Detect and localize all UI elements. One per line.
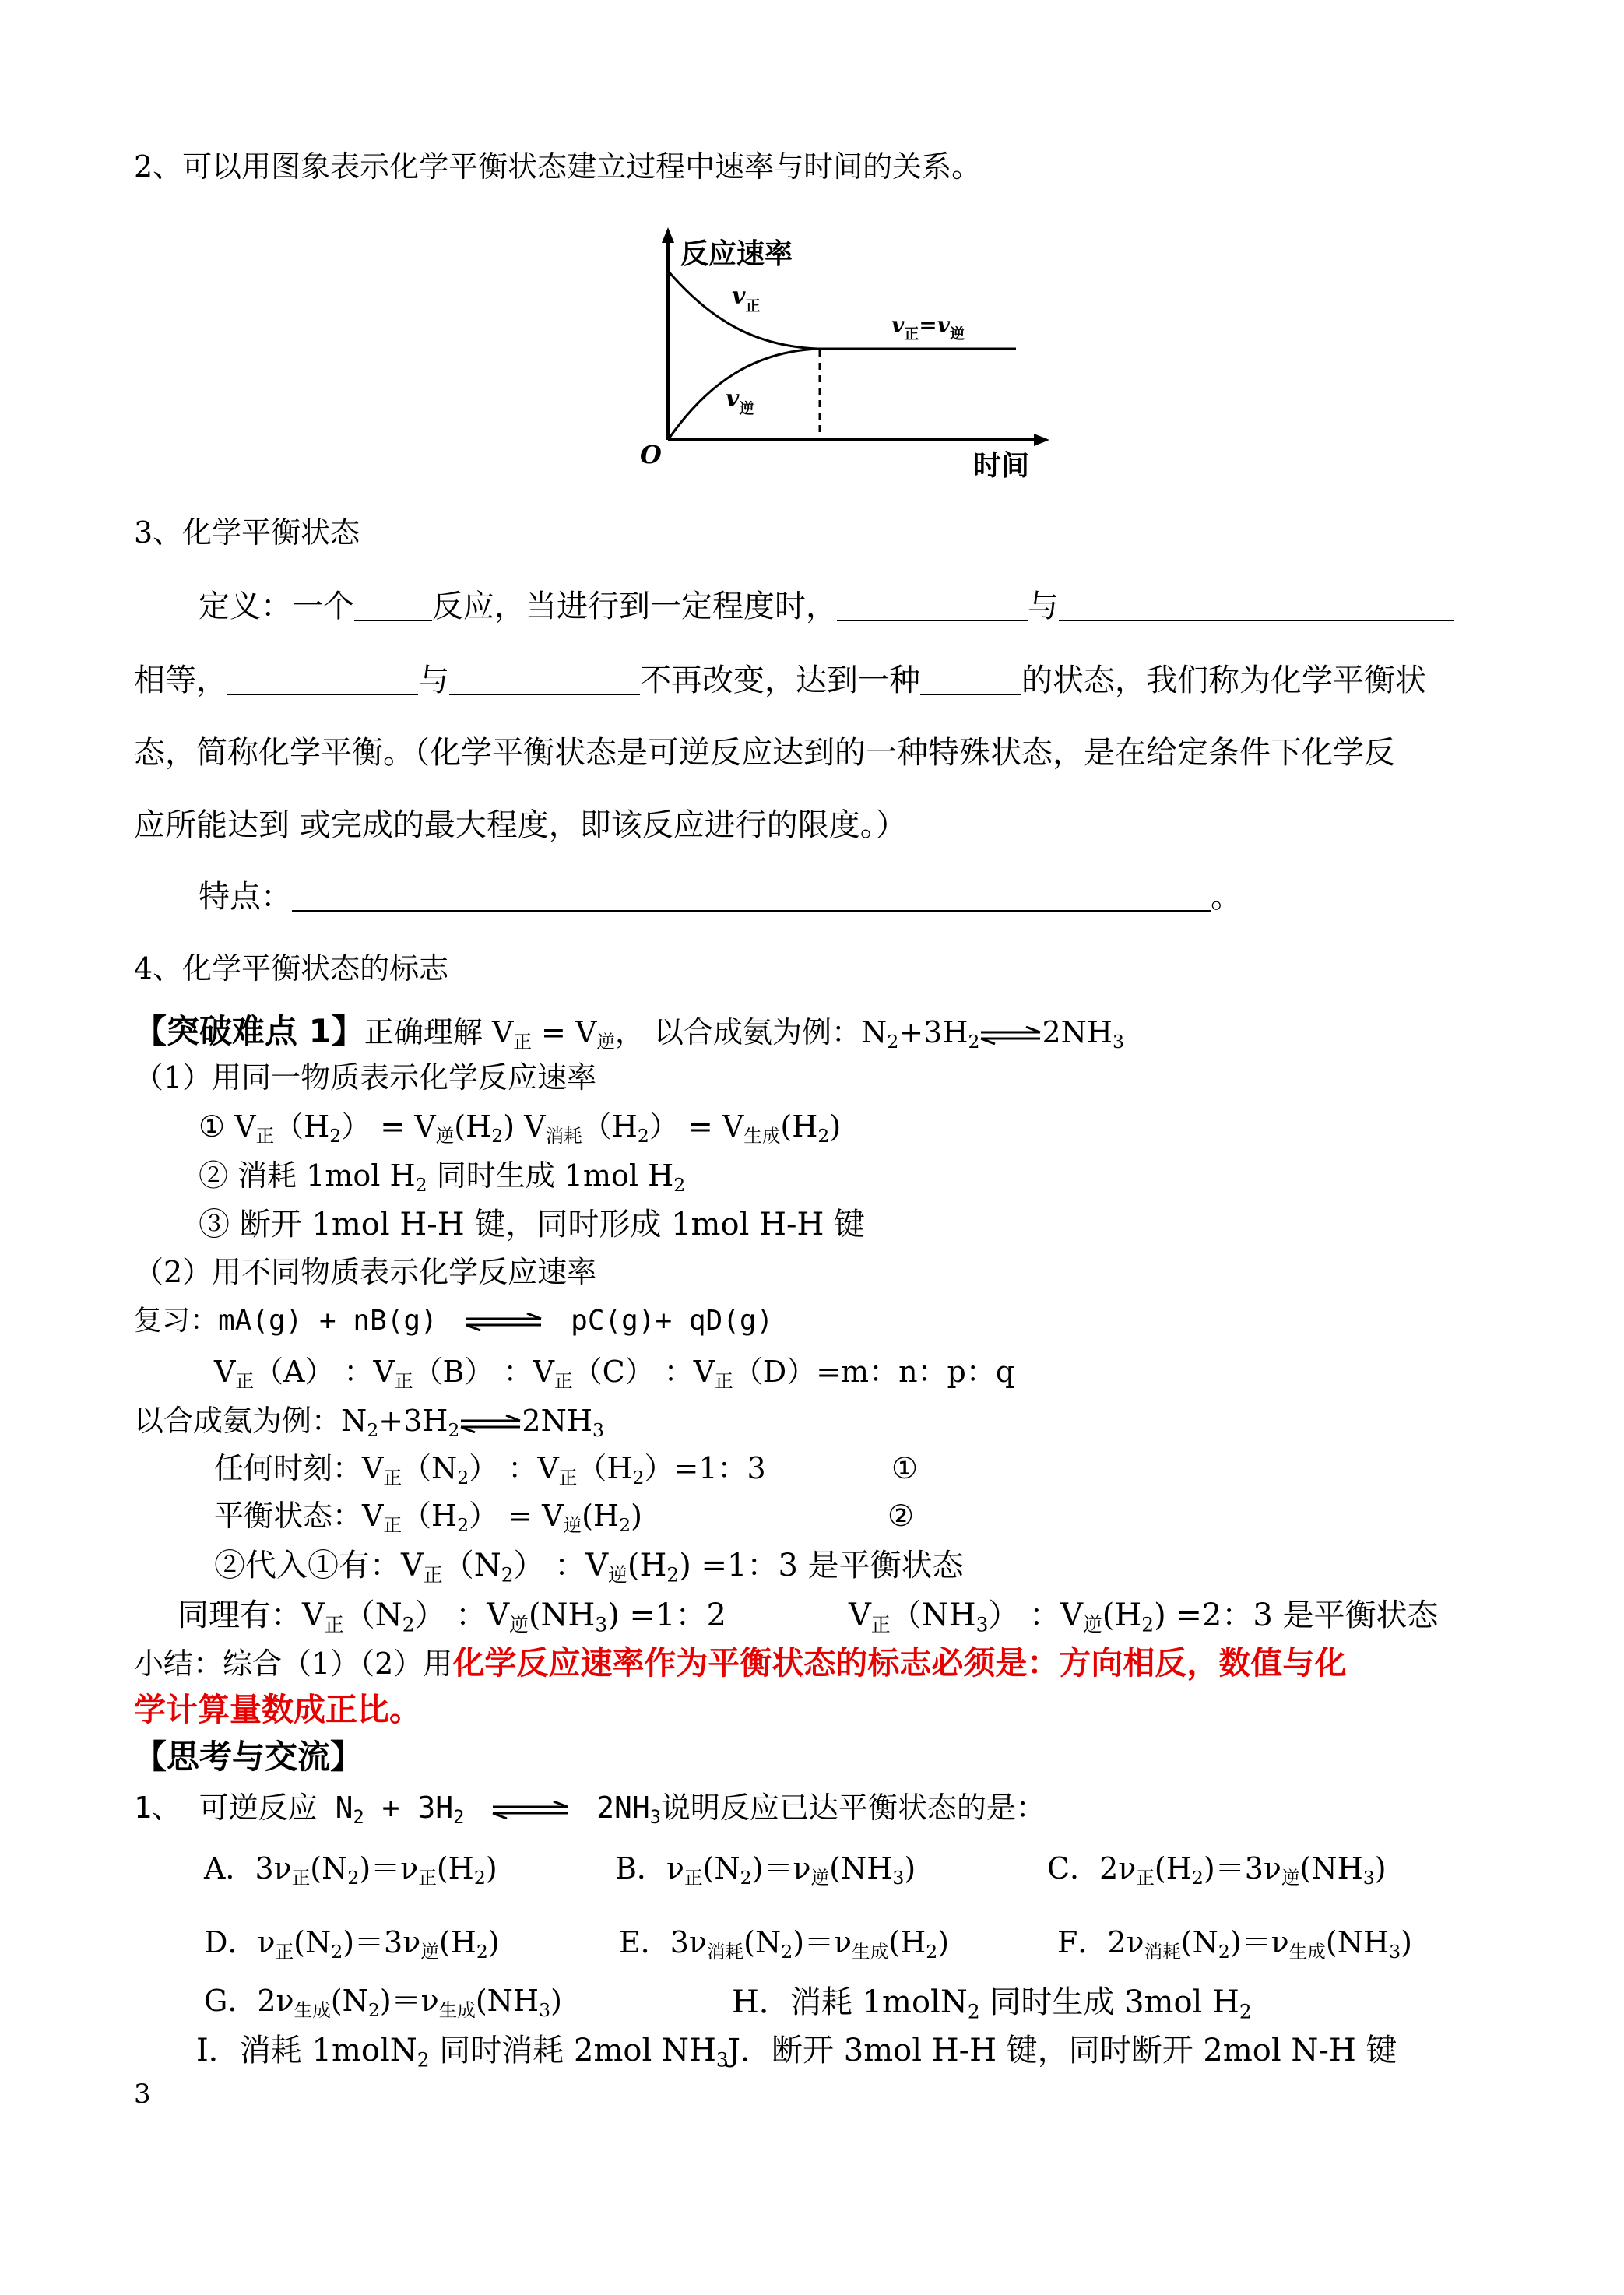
blank-4[interactable] xyxy=(227,662,418,695)
definition-line-3: 态，简称化学平衡。（化学平衡状态是可逆反应达到的一种特殊状态，是在给定条件下化学反 xyxy=(134,735,1395,771)
blank-6[interactable] xyxy=(920,662,1021,695)
part-1-item-1: ① $V_正(H_2) = V_逆(H_2) V_{消耗}(H_2) = V_{生成}(H_2)$ xyxy=(199,1109,842,1148)
option-j[interactable]: J．断开 3mol H-H 键，同时断开 2mol N-H 键 xyxy=(728,2033,1397,2068)
blank-1[interactable] xyxy=(354,589,432,621)
rate-time-graph xyxy=(623,226,1059,483)
page-number: 3 xyxy=(134,2079,151,2110)
review-line: 复习：mA(g) + nB(g) pC(g)+ qD(g) xyxy=(134,1305,774,1337)
option-a[interactable]: A．$3\nu_正(N_2)=\nu_正(H_2)$ xyxy=(204,1851,497,1889)
equilibrium-arrow-icon xyxy=(459,1415,522,1433)
ratio-line: $V_正(A)$ ：$V_正(B)$ ：$V_正(C)$ ：$V_正(D)=m$：n：p：q xyxy=(214,1355,1015,1393)
y-axis-arrow xyxy=(662,227,674,243)
equilibrium-arrow-icon xyxy=(491,1801,569,1819)
option-g[interactable]: G．$2\nu_{生成}(N_2)=\nu_{生成}(NH_3)$ xyxy=(204,1984,562,2022)
blank-5[interactable] xyxy=(449,662,640,695)
forward-rate-label: $v_正$ xyxy=(732,283,761,315)
part-1-item-3: ③ 断开 1mol H-H 键，同时形成 1mol H-H 键 xyxy=(199,1207,866,1242)
definition-line-1: 定义：一个 反应，当进行到一定程度时， 与 xyxy=(199,588,1454,625)
definition-line-4: 应所能达到 或完成的最大程度，即该反应进行的限度。） xyxy=(134,807,907,843)
breakthrough-line: 【突破难点 1】正确理解 $V_正 = V_逆$， 以合成氨为例：$N_2+3H_2$ $2NH_3$ xyxy=(134,1012,1124,1053)
equilibrium-label: $v_正=v_逆$ xyxy=(891,312,965,343)
option-h[interactable]: H．消耗 1molN$_2$ 同时生成 3mol $H_2$ xyxy=(732,1984,1252,2023)
equilibrium-arrow-icon xyxy=(465,1313,543,1331)
summary-line-2: 学计算量数成正比。 xyxy=(134,1691,421,1728)
marker-2: ② xyxy=(888,1499,915,1533)
option-f[interactable]: F．$2\nu_{消耗}(N_2)=\nu_{生成}(NH_3)$ xyxy=(1057,1925,1412,1963)
section-3-title: 3、化学平衡状态 xyxy=(134,515,360,550)
question-1: 1、 可逆反应 $N_2 + 3H_2$ $2NH_3$说明反应已达平衡状态的是： xyxy=(134,1791,1046,1829)
part-1-title: （1）用同一物质表示化学反应速率 xyxy=(134,1060,597,1095)
section-2-title: 2、可以用图象表示化学平衡状态建立过程中速率与时间的关系。 xyxy=(134,149,982,184)
option-e[interactable]: E．$3\nu_{消耗}(N_2)=\nu_{生成}(H_2)$ xyxy=(619,1925,950,1963)
reverse-rate-label: $v_逆$ xyxy=(726,385,754,417)
option-b[interactable]: B．$\nu_正(N_2)=\nu_逆(NH_3)$ xyxy=(615,1851,916,1889)
features-line: 特点： 。 xyxy=(199,879,1242,915)
similarly-line-b: $V_正(NH_3)$ ：$V_逆(H_2) =2$：3 是平衡状态 xyxy=(849,1597,1439,1636)
option-d[interactable]: D．$\nu_正(N_2)=3\nu_逆(H_2)$ xyxy=(204,1925,500,1963)
equilibrium-arrow-icon xyxy=(979,1026,1042,1045)
equilibrium-state-line: 平衡状态：$V_正(H_2) = V_逆(H_2)$ xyxy=(214,1499,642,1537)
similarly-line-a: 同理有：$V_正(N_2)$ ：$V_逆(NH_3) =1$：2 xyxy=(178,1597,726,1636)
features-blank[interactable] xyxy=(292,879,1211,912)
anytime-line: 任何时刻：$V_正(N_2)$ ：$V_正(H_2)=1$：3 xyxy=(214,1451,766,1489)
y-axis-label: 反应速率 xyxy=(680,237,793,270)
ammonia-example-line: 以合成氨为例：$N_2+3H_2$ $2NH_3$ xyxy=(134,1404,604,1442)
think-exchange-title: 【思考与交流】 xyxy=(134,1738,364,1776)
part-1-item-2: ② 消耗 1mol $H_2$ 同时生成 1mol $H_2$ xyxy=(199,1158,686,1197)
section-4-title: 4、化学平衡状态的标志 xyxy=(134,951,449,986)
substitution-line: ②代入①有：$V_正(N_2)$ ：$V_逆(H_2) =1$：3 是平衡状态 xyxy=(214,1548,964,1587)
blank-2[interactable] xyxy=(837,589,1028,621)
x-axis-label: 时间 xyxy=(973,449,1030,482)
blank-3[interactable] xyxy=(1059,589,1454,621)
origin-label: O xyxy=(640,440,662,469)
summary-line-1: 小结：综合（1）（2）用化学反应速率作为平衡状态的标志必须是：方向相反，数值与化 xyxy=(134,1644,1347,1682)
part-2-title: （2）用不同物质表示化学反应速率 xyxy=(134,1255,597,1289)
marker-1: ① xyxy=(891,1451,919,1485)
option-c[interactable]: C．$2\nu_正(H_2)=3\nu_逆(NH_3)$ xyxy=(1047,1851,1387,1889)
option-i[interactable]: I．消耗 1molN$_2$ 同时消耗 2mol $NH_3$ xyxy=(196,2033,729,2072)
reverse-rate-curve xyxy=(668,349,817,440)
definition-line-2: 相等， 与 不再改变，达到一种 的状态，我们称为化学平衡状 xyxy=(134,662,1426,698)
x-axis-arrow xyxy=(1034,434,1049,446)
